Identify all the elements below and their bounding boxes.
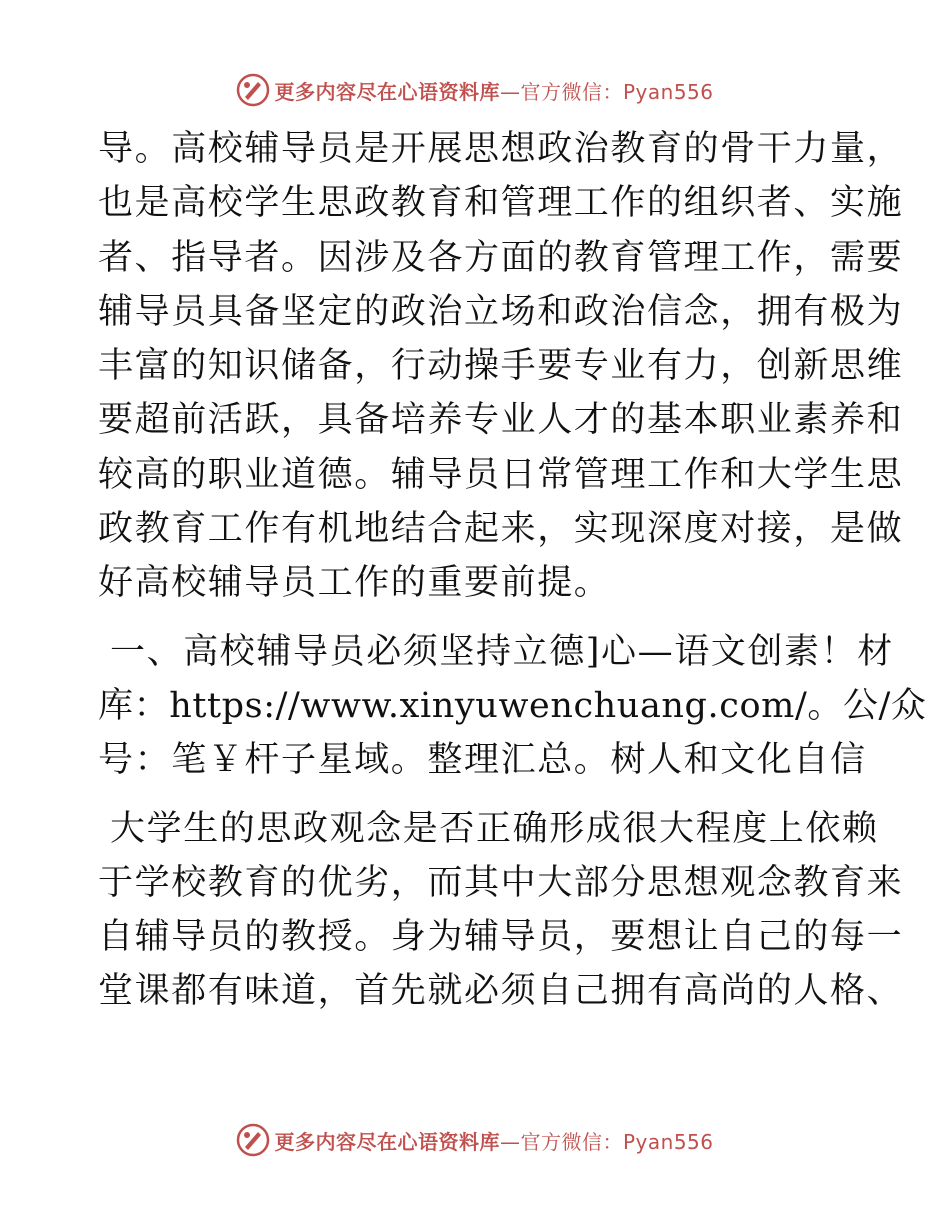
section-heading-paragraph — [98, 625, 927, 788]
text-line: 堂课都有味道，首先就必须自己拥有高尚的人格、 — [98, 971, 904, 1012]
document-body — [98, 122, 927, 1019]
brand-logo-icon — [236, 1123, 270, 1157]
footer-watermark-banner — [0, 1120, 950, 1160]
text-line: 政教育工作有机地结合起来，实现深度对接，是做 — [98, 509, 904, 550]
watermark-brand: 更多内容尽在心语资料库 — [274, 1129, 500, 1154]
heading-line: 库：https://www.xinyuwenchuang.com/。公/众 — [98, 685, 927, 726]
brand-logo-icon — [236, 73, 270, 107]
text-line: 要超前活跃，具备培养专业人才的基本职业素养和 — [98, 400, 904, 441]
text-line: 导。高校辅导员是开展思想政治教育的骨干力量， — [98, 129, 904, 169]
watermark-wechat-id: Pyan556 — [622, 1129, 714, 1154]
watermark-brand: 更多内容尽在心语资料库 — [274, 79, 500, 104]
watermark-wechat-id: Pyan556 — [622, 79, 714, 104]
text-line: 较高的职业道德。辅导员日常管理工作和大学生思 — [98, 454, 904, 495]
heading-line: 一、高校辅导员必须坚持立德]心—语文创素！材 — [110, 631, 894, 672]
text-line: 丰富的知识储备，行动操手要专业有力，创新思维 — [98, 346, 904, 387]
header-watermark-banner — [0, 70, 950, 110]
text-line: 辅导员具备坚定的政治立场和政治信念，拥有极为 — [98, 291, 904, 332]
text-line: 大学生的思政观念是否正确形成很大程度上依赖 — [110, 808, 879, 849]
text-line: 自辅导员的教授。身为辅导员，要想让自己的每一 — [98, 917, 904, 958]
watermark-wechat-label: 官方微信： — [520, 1129, 623, 1154]
watermark-wechat-label: 官方微信： — [520, 79, 623, 104]
text-line: 于学校教育的优劣，而其中大部分思想观念教育来 — [98, 862, 904, 903]
watermark-text — [274, 76, 713, 105]
text-line: 也是高校学生思政教育和管理工作的组织者、实施 — [98, 183, 904, 224]
heading-line: 号：笔￥杆子星域。整理汇总。树人和文化自信 — [98, 740, 867, 781]
watermark-separator: — — [499, 1129, 521, 1154]
paragraph-3 — [98, 802, 904, 1019]
text-line: 好高校辅导员工作的重要前提。 — [98, 563, 611, 604]
watermark-separator: — — [499, 79, 521, 104]
paragraph-1 — [98, 122, 904, 611]
watermark-text — [274, 1126, 713, 1155]
text-line: 者、指导者。因涉及各方面的教育管理工作，需要 — [98, 237, 904, 278]
